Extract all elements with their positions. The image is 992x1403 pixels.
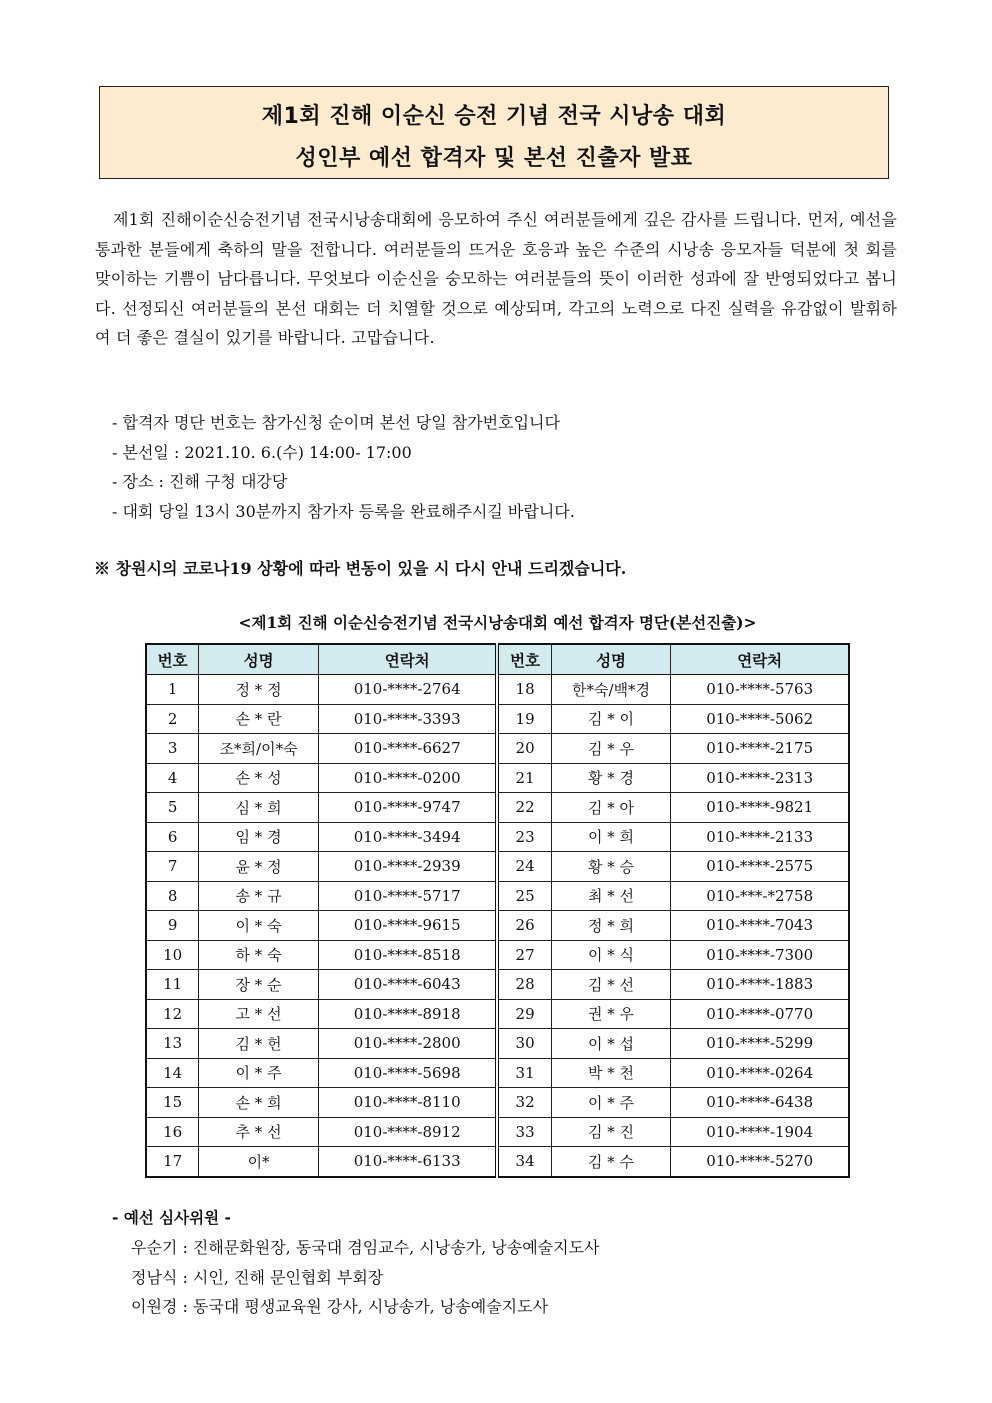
cell-number: 32 [497,1088,551,1118]
header-contact: 연락처 [318,644,497,675]
cell-contact: 010-****-7043 [671,911,849,941]
cell-name: 심 * 희 [199,793,319,823]
cell-number: 30 [497,1029,551,1059]
cell-contact: 010-****-7300 [671,940,849,970]
table-row [146,911,849,941]
page-title: 제1회 진해 이순신 승전 기념 전국 시낭송 대회 [261,104,727,129]
table-row [146,999,849,1029]
cell-contact: 010-****-5270 [671,1147,849,1177]
cell-contact: 010-****-6438 [671,1088,849,1118]
judge-item: 정남식 : 시인, 진해 문인협회 부회장 [131,1267,384,1287]
cell-number: 2 [146,704,199,734]
cell-number: 19 [497,704,551,734]
note-item: - 대회 당일 13시 30분까지 참가자 등록을 완료해주시길 바랍니다. [112,501,575,521]
cell-contact: 010-****-2175 [671,734,849,764]
table-row [146,704,849,734]
cell-name: 정 * 정 [199,675,319,705]
cell-contact: 010-****-2313 [671,763,849,793]
note-item: - 장소 : 진해 구청 대강당 [112,472,288,491]
cell-name: 손 * 란 [199,704,319,734]
cell-name: 손 * 희 [199,1088,319,1118]
cell-number: 5 [146,793,199,823]
cell-name: 김 * 진 [551,1117,671,1147]
table-row [146,1088,849,1118]
cell-name: 김 * 아 [551,793,671,823]
cell-number: 25 [497,881,551,911]
cell-number: 18 [497,675,551,705]
cell-name: 박 * 천 [551,1058,671,1088]
roster-body [146,675,849,1177]
cell-name: 조*희/이*숙 [199,734,319,764]
cell-name: 황 * 경 [551,763,671,793]
cell-contact: 010-****-3494 [318,822,497,852]
cell-contact: 010-****-0264 [671,1058,849,1088]
table-row [146,763,849,793]
cell-name: 이 * 섭 [551,1029,671,1059]
cell-contact: 010-****-5062 [671,704,849,734]
cell-number: 17 [146,1147,199,1177]
cell-name: 윤 * 정 [199,852,319,882]
header-contact: 연락처 [671,644,849,675]
table-row [146,970,849,1000]
cell-name: 김 * 선 [551,970,671,1000]
cell-name: 장 * 순 [199,970,319,1000]
cell-number: 8 [146,881,199,911]
cell-contact: 010-****-8912 [318,1117,497,1147]
cell-contact: 010-****-8110 [318,1088,497,1118]
table-row [146,1117,849,1147]
cell-name: 김 * 우 [551,734,671,764]
cell-contact: 010-****-5717 [318,881,497,911]
cell-contact: 010-****-9615 [318,911,497,941]
cell-contact: 010-****-1883 [671,970,849,1000]
cell-number: 13 [146,1029,199,1059]
cell-number: 29 [497,999,551,1029]
cell-number: 14 [146,1058,199,1088]
cell-contact: 010-****-2133 [671,822,849,852]
cell-contact: 010-****-8518 [318,940,497,970]
cell-number: 6 [146,822,199,852]
cell-contact: 010-****-9821 [671,793,849,823]
cell-name: 김 * 이 [551,704,671,734]
cell-name: 이 * 숙 [199,911,319,941]
covid-notice: ※ 창원시의 코로나19 상황에 따라 변동이 있을 시 다시 안내 드리겠습니다. [94,559,627,578]
cell-name: 김 * 헌 [199,1029,319,1059]
judge-item: 이원경 : 동국대 평생교육원 강사, 시낭송가, 낭송예술지도사 [131,1297,549,1316]
cell-number: 20 [497,734,551,764]
cell-number: 33 [497,1117,551,1147]
cell-contact: 010-****-6133 [318,1147,497,1177]
cell-contact: 010-****-8918 [318,999,497,1029]
cell-name: 하 * 숙 [199,940,319,970]
cell-number: 31 [497,1058,551,1088]
cell-contact: 010-****-9747 [318,793,497,823]
cell-number: 10 [146,940,199,970]
cell-contact: 010-****-2764 [318,675,497,705]
header-number: 번호 [497,644,551,675]
table-row [146,793,849,823]
cell-contact: 010-***-*2758 [671,881,849,911]
cell-number: 12 [146,999,199,1029]
table-row [146,1147,849,1177]
header-number: 번호 [146,644,199,675]
cell-name: 최 * 선 [551,881,671,911]
cell-name: 이 * 식 [551,940,671,970]
cell-contact: 010-****-2939 [318,852,497,882]
cell-number: 24 [497,852,551,882]
cell-contact: 010-****-5763 [671,675,849,705]
cell-contact: 010-****-2575 [671,852,849,882]
notes-list [112,408,575,526]
cell-name: 임 * 경 [199,822,319,852]
roster-table [145,643,850,1178]
cell-number: 21 [497,763,551,793]
cell-number: 1 [146,675,199,705]
cell-contact: 010-****-0200 [318,763,497,793]
cell-contact: 010-****-6043 [318,970,497,1000]
intro-paragraph: 제1회 진해이순신승전기념 전국시낭송대회에 응모하여 주신 여러분들에게 깊은 감사를 드립니다. 먼저, 예선을 통과한 분들에게 축하의 말을 전합니다. 여러분들의 뜨거운 호응과 높은 수준의 시낭송 응모자들 덕분에 첫 회를 맞이하는 기쁨이 남다릅니다. 무엇보다 이순신을 숭모하는 여러분들의 뜻이 이러한 성과에 잘 반영되었다고 봅니다. 선정되신 여러분들의 본선 대회는 더 치열할 것으로 예상되며, 각고의 노력으로 다진 실력을 유감없이 발휘하여 더 좋은 결실이 있기를 바랍니다. 고맙습니다. [95,210,897,347]
cell-contact: 010-****-6627 [318,734,497,764]
table-row [146,1058,849,1088]
cell-contact: 010-****-3393 [318,704,497,734]
cell-name: 추 * 선 [199,1117,319,1147]
cell-name: 이 * 주 [199,1058,319,1088]
table-row [146,940,849,970]
cell-name: 김 * 수 [551,1147,671,1177]
table-row [146,822,849,852]
cell-name: 황 * 승 [551,852,671,882]
cell-name: 송 * 규 [199,881,319,911]
cell-number: 7 [146,852,199,882]
cell-number: 28 [497,970,551,1000]
table-row [146,675,849,705]
judge-item: 우순기 : 진해문화원장, 동국대 겸임교수, 시낭송가, 낭송예술지도사 [131,1238,600,1257]
cell-name: 한*숙/백*경 [551,675,671,705]
cell-number: 3 [146,734,199,764]
cell-name: 고 * 선 [199,999,319,1029]
cell-number: 34 [497,1147,551,1177]
cell-name: 이 * 희 [551,822,671,852]
cell-number: 22 [497,793,551,823]
cell-contact: 010-****-5698 [318,1058,497,1088]
cell-number: 15 [146,1088,199,1118]
cell-number: 9 [146,911,199,941]
note-item: - 합격자 명단 번호는 참가신청 순이며 본선 당일 참가번호입니다 [112,413,560,432]
cell-name: 권 * 우 [551,999,671,1029]
cell-number: 27 [497,940,551,970]
title-box [99,86,889,179]
cell-number: 4 [146,763,199,793]
page-subtitle: 성인부 예선 합격자 및 본선 진출자 발표 [295,146,693,171]
cell-number: 23 [497,822,551,852]
cell-name: 이 * 주 [551,1088,671,1118]
cell-name: 손 * 성 [199,763,319,793]
cell-name: 정 * 희 [551,911,671,941]
cell-contact: 010-****-2800 [318,1029,497,1059]
cell-number: 11 [146,970,199,1000]
judges-section [112,1203,599,1322]
cell-contact: 010-****-1904 [671,1117,849,1147]
note-item: - 본선일 : 2021.10. 6.(수) 14:00- 17:00 [112,442,412,462]
cell-contact: 010-****-5299 [671,1029,849,1059]
header-name: 성명 [551,644,671,675]
judges-heading: - 예선 심사위원 - [112,1209,231,1227]
cell-number: 16 [146,1117,199,1147]
header-name: 성명 [199,644,319,675]
table-row [146,881,849,911]
cell-name: 이* [199,1147,319,1177]
cell-number: 26 [497,911,551,941]
table-row [146,852,849,882]
table-row [146,734,849,764]
table-caption: <제1회 진해 이순신승전기념 전국시낭송대회 예선 합격자 명단(본선진출)> [238,613,757,632]
table-row [146,1029,849,1059]
table-header-row [146,644,849,675]
cell-contact: 010-****-0770 [671,999,849,1029]
